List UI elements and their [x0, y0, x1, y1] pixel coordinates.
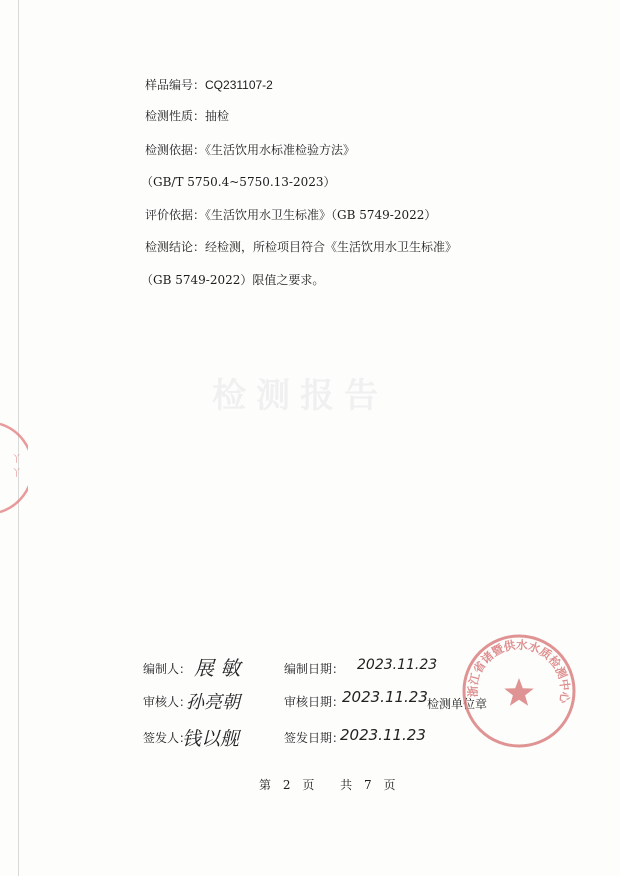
conclusion-continuation: （GB 5749-2022）限值之要求。: [141, 273, 325, 287]
page-number-current: 2: [282, 778, 291, 792]
conclusion-continuation-line: [141, 271, 324, 288]
issue-date-value: 2023.11.23: [340, 726, 426, 744]
page-number-prefix: 第: [259, 778, 272, 792]
test-basis-label: 检测依据：: [145, 143, 206, 157]
test-basis-standard: （GB/T 5750.4~5750.13-2023）: [141, 175, 336, 189]
compile-date-label: 编制日期：: [284, 662, 345, 676]
total-pages-suffix: 页: [383, 778, 396, 792]
seal-star-icon: [504, 678, 533, 706]
conclusion-label: 检测结论：: [145, 240, 206, 254]
compiler-signature: 展 敏: [194, 656, 241, 680]
test-basis-line: [145, 141, 355, 158]
conclusion-line: [145, 238, 457, 255]
issue-date-label: 签发日期：: [284, 731, 345, 745]
total-pages-count: 7: [364, 778, 372, 792]
test-basis-standard-line: [141, 173, 336, 190]
issuer-label: 签发人：: [143, 731, 192, 745]
inspection-type-line: [145, 107, 229, 124]
official-seal-stamp: [460, 632, 578, 754]
testing-unit-seal-label: 检测单位章: [427, 697, 488, 711]
seal-text: 浙江省诸暨供水水质检测中心: [465, 637, 573, 705]
reviewer-signature: 孙亮朝: [186, 692, 240, 713]
evaluation-basis-value: 《生活饮用水卫生标准》（GB 5749-2022）: [205, 208, 437, 222]
edge-seal-fragment: [0, 420, 28, 520]
inspection-type-value: 抽检: [205, 109, 230, 123]
report-watermark: 检测报告: [212, 376, 388, 416]
test-basis-value: 《生活饮用水标准检验方法》: [205, 143, 356, 157]
issuer-signature: 钱以舰: [182, 728, 240, 750]
evaluation-basis-line: [145, 206, 436, 223]
sample-number-value: CQ231107-2: [205, 78, 273, 92]
compiler-label: 编制人：: [143, 662, 192, 676]
compile-date-value: 2023.11.23: [357, 657, 438, 673]
reviewer-label: 审核人：: [143, 695, 192, 709]
svg-text:丫: 丫: [12, 469, 22, 479]
svg-text:丫: 丫: [12, 455, 22, 465]
page-number: [259, 776, 395, 793]
evaluation-basis-label: 评价依据：: [145, 208, 206, 222]
sample-number-label: 样品编号：: [145, 78, 206, 92]
review-date-value: 2023.11.23: [342, 688, 428, 706]
sample-number-line: [145, 76, 273, 93]
conclusion-value: 经检测，所检项目符合《生活饮用水卫生标准》: [205, 240, 458, 254]
page-number-suffix: 页: [302, 778, 315, 792]
inspection-type-label: 检测性质：: [145, 109, 206, 123]
total-pages-prefix: 共: [340, 778, 353, 792]
official-seal-graphic: [460, 632, 578, 750]
edge-seal-fragment-icon: [0, 420, 28, 516]
review-date-label: 审核日期：: [284, 695, 345, 709]
